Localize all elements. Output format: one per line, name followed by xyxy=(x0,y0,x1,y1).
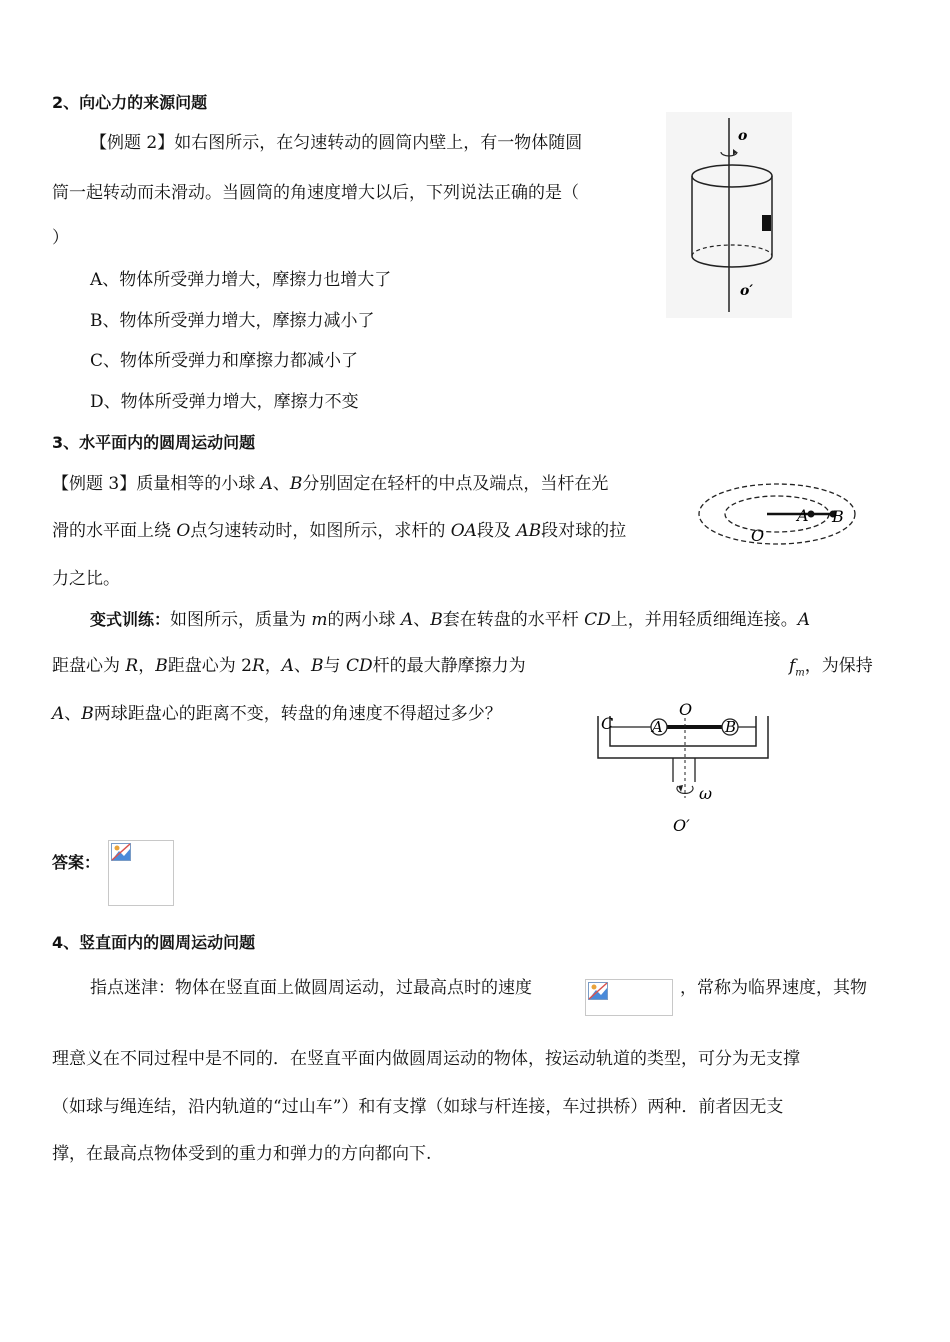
section4-p3: （如球与绳连结，沿内轨道的“过山车”）和有支撑（如球与杆连接，车过拱桥）两种．前者因无支 xyxy=(52,1097,784,1117)
turntable-label-b: B xyxy=(725,718,737,736)
variant-line1: 变式训练：如图所示，质量为 m的两小球 A、B套在转盘的水平杆 CD上，并用轻质细绳连接。A xyxy=(90,610,811,630)
orbit-figure xyxy=(695,480,865,552)
orbit-label-o: O xyxy=(751,526,765,545)
section4-heading: 4、竖直面内的圆周运动问题 xyxy=(52,933,256,952)
example3-line2: 滑的水平面上绕 O点匀速转动时，如图所示，求杆的 OA段及 AB段对球的拉 xyxy=(52,521,627,541)
answer-label: 答案： xyxy=(52,853,101,872)
orbit-label-b: B xyxy=(832,507,844,526)
velocity-formula-placeholder xyxy=(585,979,673,1016)
turntable-label-c: C xyxy=(601,714,614,733)
option-d: D、物体所受弹力增大，摩擦力不变 xyxy=(90,392,359,412)
example3-line1: 【例题 3】质量相等的小球 A、B分别固定在轻杆的中点及端点，当杆在光 xyxy=(52,474,609,494)
section3-heading: 3、水平面内的圆周运动问题 xyxy=(52,433,256,452)
broken-image-icon xyxy=(111,843,131,861)
variant-line2: 距盘心为 R，B距盘心为 2R，A、B与 CD杆的最大静摩擦力为 xyxy=(52,656,526,676)
turntable-label-o-prime: O′ xyxy=(673,816,690,835)
cylinder-bottom-label: o′ xyxy=(740,283,754,299)
cylinder-figure xyxy=(666,112,792,318)
variant-line3: A、B两球距盘心的距离不变，转盘的角速度不得超过多少？ xyxy=(52,704,502,724)
example2-line2: 筒一起转动而未滑动。当圆筒的角速度增大以后，下列说法正确的是（ xyxy=(52,183,579,203)
option-b: B、物体所受弹力增大，摩擦力减小了 xyxy=(90,311,375,331)
turntable-label-omega: ω xyxy=(699,784,713,803)
option-a: A、物体所受弹力增大，摩擦力也增大了 xyxy=(90,270,392,290)
section4-p1-a: 指点迷津：物体在竖直面上做圆周运动，过最高点时的速度 xyxy=(90,978,532,998)
cylinder-top-label: o xyxy=(738,128,748,144)
turntable-label-o: O xyxy=(679,700,693,719)
section4-p1-b: ，常称为临界速度，其物 xyxy=(680,978,867,998)
section4-p4: 撑，在最高点物体受到的重力和弹力的方向都向下. xyxy=(52,1144,432,1164)
variant-line2-tail: $f_m$，为保持 xyxy=(789,656,873,679)
turntable-label-a: A xyxy=(652,718,663,736)
example2-line3: ） xyxy=(52,228,69,248)
orbit-label-a: A xyxy=(797,506,809,525)
answer-image-placeholder xyxy=(108,840,174,906)
example2-line1: 【例题 2】如右图所示，在匀速转动的圆筒内壁上，有一物体随圆 xyxy=(90,133,583,153)
section2-heading: 2、向心力的来源问题 xyxy=(52,93,208,112)
turntable-figure xyxy=(590,698,780,838)
option-c: C、物体所受弹力和摩擦力都减小了 xyxy=(90,351,359,371)
example3-line3: 力之比。 xyxy=(52,569,120,589)
broken-image-icon xyxy=(588,982,608,1000)
section4-p2: 理意义在不同过程中是不同的．在竖直平面内做圆周运动的物体，按运动轨道的类型，可分为无支撑 xyxy=(52,1049,800,1069)
